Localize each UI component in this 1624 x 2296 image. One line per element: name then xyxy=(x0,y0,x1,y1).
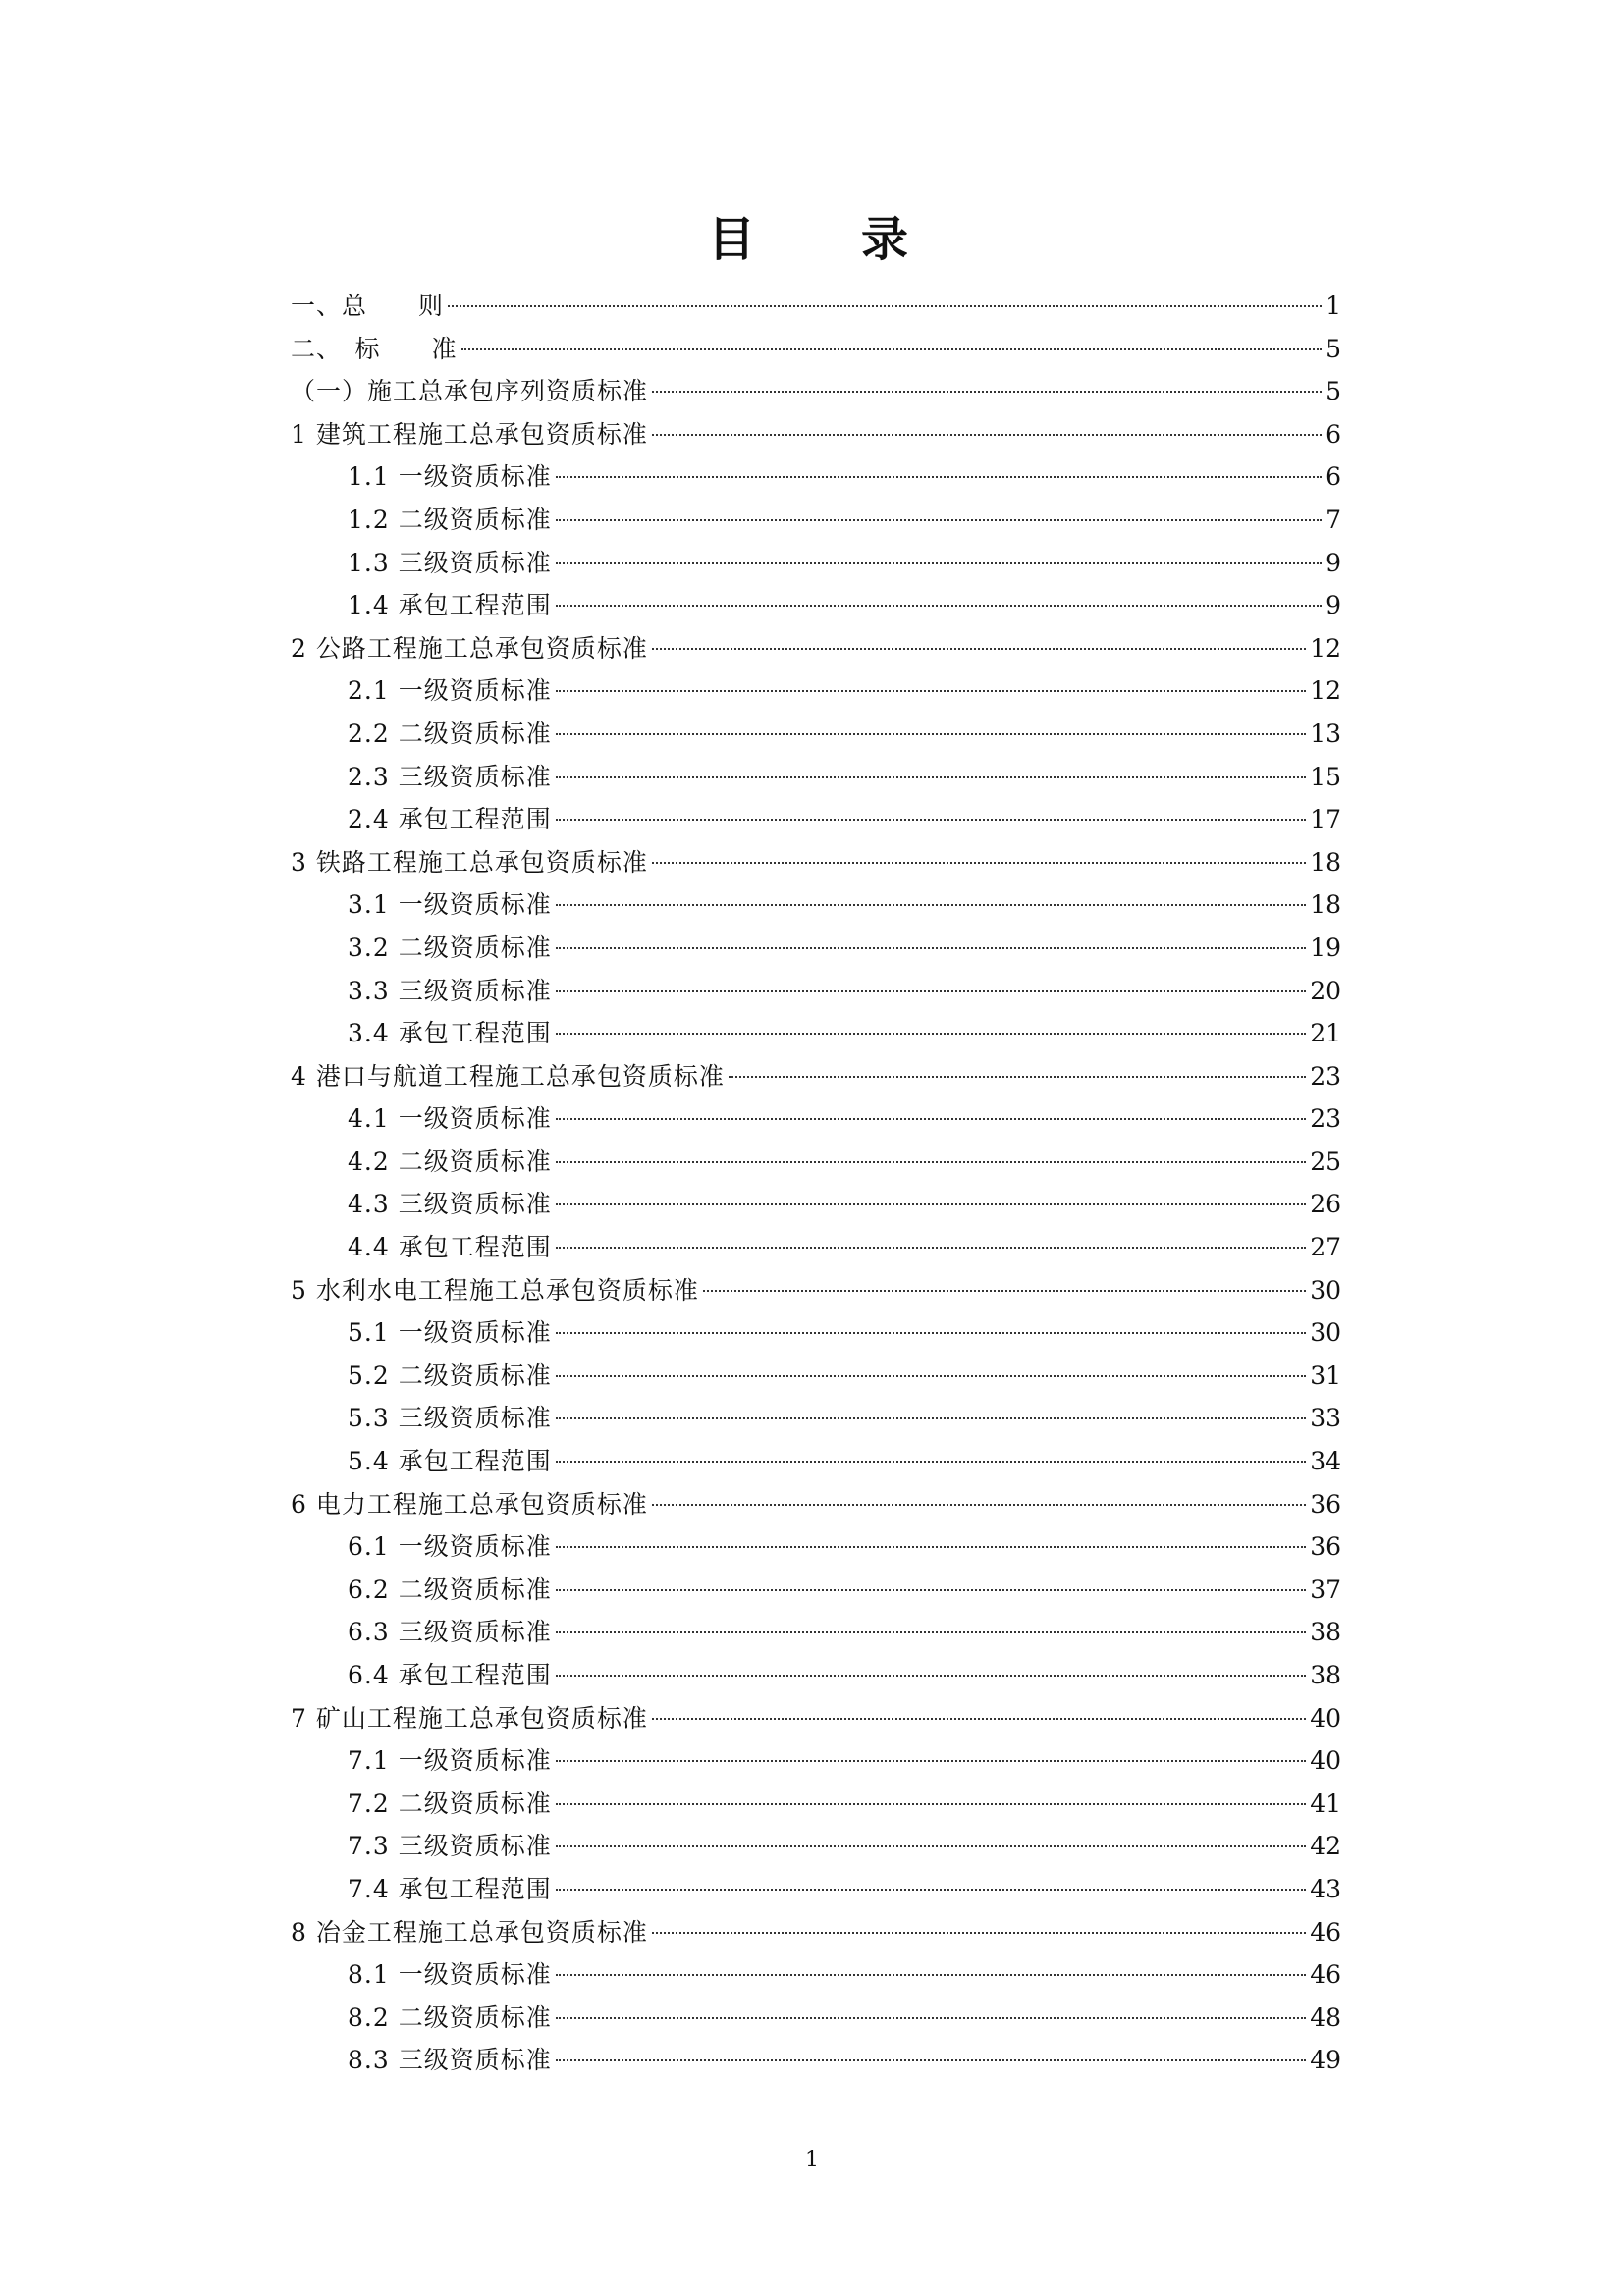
toc-entry-text: 4.2 二级资质标准 xyxy=(348,1147,552,1176)
toc-dot-leader xyxy=(556,1203,1306,1205)
toc-entry-text: 3 铁路工程施工总承包资质标准 xyxy=(291,847,648,877)
toc-page-number: 42 xyxy=(1310,1832,1341,1861)
toc-dot-leader xyxy=(556,1033,1306,1035)
toc-dot-leader xyxy=(556,1332,1306,1334)
toc-entry-subsection[interactable] xyxy=(291,1997,1341,2040)
toc-entry-text: 5.4 承包工程范围 xyxy=(348,1447,552,1476)
toc-entry-section[interactable] xyxy=(291,285,1341,328)
toc-dot-leader xyxy=(556,2059,1306,2061)
toc-entry-text: 1.2 二级资质标准 xyxy=(348,505,552,534)
toc-dot-leader xyxy=(556,2017,1306,2019)
toc-entry-text: 2.1 一级资质标准 xyxy=(348,676,552,706)
toc-dot-leader xyxy=(556,1247,1306,1249)
toc-dot-leader xyxy=(556,690,1306,692)
toc-entry-subsection[interactable] xyxy=(291,1012,1341,1055)
toc-page-number: 41 xyxy=(1310,1789,1341,1818)
toc-entry-text: 2 公路工程施工总承包资质标准 xyxy=(291,633,648,663)
toc-dot-leader xyxy=(652,1718,1306,1720)
toc-dot-leader xyxy=(652,1504,1306,1506)
toc-entry-subsection[interactable] xyxy=(291,756,1341,799)
toc-page-number: 40 xyxy=(1310,1703,1341,1733)
toc-page-number: 38 xyxy=(1310,1661,1341,1689)
toc-dot-leader xyxy=(556,904,1306,906)
toc-page-number: 33 xyxy=(1310,1404,1341,1433)
toc-page-number: 5 xyxy=(1326,377,1341,406)
toc-page-number: 40 xyxy=(1310,1746,1341,1776)
toc-entry-text: 3.2 二级资质标准 xyxy=(348,933,552,962)
toc-dot-leader xyxy=(652,1932,1306,1934)
toc-entry-subsection[interactable] xyxy=(291,1783,1341,1826)
toc-entry-subsection[interactable] xyxy=(291,1355,1341,1398)
toc-entry-subsection[interactable] xyxy=(291,798,1341,841)
toc-entry-subsection[interactable] xyxy=(291,1397,1341,1440)
toc-page-number: 31 xyxy=(1310,1361,1341,1390)
toc-entry-subsection[interactable] xyxy=(291,1868,1341,1911)
toc-entry-subsection[interactable] xyxy=(291,1440,1341,1483)
toc-dot-leader xyxy=(556,605,1322,607)
toc-page-number: 9 xyxy=(1326,591,1341,620)
toc-entry-text: 1 建筑工程施工总承包资质标准 xyxy=(291,419,648,449)
toc-entry-section[interactable] xyxy=(291,627,1341,670)
page-title-char-1: 目 xyxy=(707,212,763,267)
toc-dot-leader xyxy=(703,1290,1306,1292)
toc-entry-section[interactable] xyxy=(291,1911,1341,1954)
toc-entry-text: 4 港口与航道工程施工总承包资质标准 xyxy=(291,1061,725,1091)
toc-dot-leader xyxy=(556,947,1306,949)
toc-dot-leader xyxy=(556,519,1322,521)
toc-dot-leader xyxy=(556,1803,1306,1805)
toc-entry-text: 1.4 承包工程范围 xyxy=(348,591,552,620)
toc-dot-leader xyxy=(556,1760,1306,1762)
toc-page-number: 1 xyxy=(1326,292,1341,320)
toc-page-number: 7 xyxy=(1326,505,1341,534)
toc-entry-text: 5 水利水电工程施工总承包资质标准 xyxy=(291,1275,699,1305)
toc-page-number: 6 xyxy=(1326,462,1341,492)
toc-page-number: 30 xyxy=(1310,1318,1341,1348)
toc-entry-subsection[interactable] xyxy=(291,927,1341,970)
toc-page-number: 23 xyxy=(1310,1061,1341,1091)
toc-entry-section[interactable] xyxy=(291,1483,1341,1526)
toc-page-number: 19 xyxy=(1310,933,1341,962)
toc-dot-leader xyxy=(729,1076,1306,1078)
toc-dot-leader xyxy=(448,305,1322,307)
toc-entry-text: 5.1 一级资质标准 xyxy=(348,1318,552,1348)
toc-entry-text: 3.3 三级资质标准 xyxy=(348,976,552,1005)
toc-entry-section[interactable] xyxy=(291,1697,1341,1740)
toc-entry-subsection[interactable] xyxy=(291,1525,1341,1569)
toc-page-number: 21 xyxy=(1310,1019,1341,1048)
toc-entry-section[interactable] xyxy=(291,328,1341,371)
toc-entry-subsection[interactable] xyxy=(291,1739,1341,1783)
toc-dot-leader xyxy=(556,1889,1306,1891)
toc-entry-text: （一）施工总承包序列资质标准 xyxy=(291,377,649,406)
toc-dot-leader xyxy=(556,819,1306,821)
toc-page-number: 18 xyxy=(1310,847,1341,877)
toc-dot-leader xyxy=(556,1589,1306,1591)
toc-page-number: 43 xyxy=(1310,1874,1341,1903)
toc-entry-text: 7.3 三级资质标准 xyxy=(348,1832,552,1861)
toc-entry-text: 6.1 一级资质标准 xyxy=(348,1532,552,1562)
toc-page-number: 6 xyxy=(1326,419,1341,449)
toc-page-number: 9 xyxy=(1326,548,1341,577)
toc-page-number: 48 xyxy=(1310,2002,1341,2032)
toc-dot-leader xyxy=(556,1417,1306,1419)
toc-entry-section[interactable] xyxy=(291,1269,1341,1312)
toc-entry-subsection[interactable] xyxy=(291,542,1341,585)
toc-page-number: 17 xyxy=(1310,805,1341,834)
toc-entry-text: 5.2 二级资质标准 xyxy=(348,1361,552,1390)
toc-entry-subsection[interactable] xyxy=(291,1825,1341,1868)
toc-entry-text: 6.4 承包工程范围 xyxy=(348,1661,552,1689)
toc-dot-leader xyxy=(556,1675,1306,1677)
toc-page-number: 36 xyxy=(1310,1532,1341,1562)
toc-page-number: 5 xyxy=(1326,334,1341,363)
toc-entry-subsection[interactable] xyxy=(291,1311,1341,1355)
toc-dot-leader xyxy=(556,1974,1306,1976)
toc-entry-section[interactable] xyxy=(291,413,1341,456)
toc-dot-leader xyxy=(556,1161,1306,1163)
toc-entry-subsection[interactable] xyxy=(291,970,1341,1013)
page-footer-number: 1 xyxy=(805,2148,819,2172)
toc-entry-text: 1.1 一级资质标准 xyxy=(348,462,552,492)
toc-entry-subsection[interactable] xyxy=(291,713,1341,756)
toc-dot-leader xyxy=(556,1375,1306,1377)
toc-entry-subsection[interactable] xyxy=(291,1226,1341,1269)
toc-page-number: 23 xyxy=(1310,1104,1341,1134)
toc-entry-text: 7.2 二级资质标准 xyxy=(348,1789,552,1818)
toc-dot-leader xyxy=(556,990,1306,992)
toc-entry-text: 8.1 一级资质标准 xyxy=(348,1960,552,1990)
toc-entry-subsection[interactable] xyxy=(291,499,1341,542)
toc-entry-subsection[interactable] xyxy=(291,584,1341,627)
toc-entry-subsection[interactable] xyxy=(291,1654,1341,1697)
toc-entry-section[interactable] xyxy=(291,370,1341,413)
toc-entry-text: 7.1 一级资质标准 xyxy=(348,1746,552,1776)
toc-dot-leader xyxy=(556,1546,1306,1548)
toc-entry-text: 二、 标 准 xyxy=(291,334,458,363)
toc-dot-leader xyxy=(556,1118,1306,1120)
toc-entry-text: 1.3 三级资质标准 xyxy=(348,548,552,577)
toc-entry-subsection[interactable] xyxy=(291,669,1341,713)
toc-dot-leader xyxy=(556,776,1306,778)
toc-entry-text: 7 矿山工程施工总承包资质标准 xyxy=(291,1703,648,1733)
toc-entry-section[interactable] xyxy=(291,841,1341,884)
toc-page-number: 46 xyxy=(1310,1960,1341,1990)
toc-entry-text: 2.3 三级资质标准 xyxy=(348,762,552,791)
toc-page-number: 46 xyxy=(1310,1917,1341,1947)
toc-entry-text: 8.2 二级资质标准 xyxy=(348,2002,552,2032)
toc-page-number: 34 xyxy=(1310,1447,1341,1476)
toc-entry-subsection[interactable] xyxy=(291,455,1341,499)
toc-page-number: 36 xyxy=(1310,1489,1341,1519)
toc-entry-subsection[interactable] xyxy=(291,1183,1341,1226)
toc-page-number: 25 xyxy=(1310,1147,1341,1176)
toc-entry-text: 4.4 承包工程范围 xyxy=(348,1233,552,1262)
toc-entry-subsection[interactable] xyxy=(291,883,1341,927)
toc-entry-text: 2.4 承包工程范围 xyxy=(348,805,552,834)
toc-dot-leader xyxy=(556,733,1306,735)
toc-dot-leader xyxy=(652,391,1322,393)
toc-entry-subsection[interactable] xyxy=(291,1953,1341,1997)
toc-entry-text: 8 冶金工程施工总承包资质标准 xyxy=(291,1917,648,1947)
table-of-contents xyxy=(291,285,1341,2082)
toc-entry-text: 5.3 三级资质标准 xyxy=(348,1404,552,1433)
toc-page-number: 30 xyxy=(1310,1275,1341,1305)
toc-page-number: 18 xyxy=(1310,890,1341,920)
toc-page-number: 12 xyxy=(1310,633,1341,663)
toc-entry-text: 6.3 三级资质标准 xyxy=(348,1618,552,1647)
toc-page-number: 37 xyxy=(1310,1575,1341,1604)
toc-entry-text: 6 电力工程施工总承包资质标准 xyxy=(291,1489,648,1519)
toc-dot-leader xyxy=(652,648,1306,650)
toc-page-number: 13 xyxy=(1310,719,1341,748)
toc-entry-subsection[interactable] xyxy=(291,1569,1341,1612)
toc-page-number: 27 xyxy=(1310,1233,1341,1262)
toc-dot-leader xyxy=(556,562,1322,564)
toc-dot-leader xyxy=(556,1461,1306,1463)
toc-entry-section[interactable] xyxy=(291,1055,1341,1098)
toc-entry-subsection[interactable] xyxy=(291,2039,1341,2082)
toc-dot-leader xyxy=(652,434,1322,436)
toc-page-number: 49 xyxy=(1310,2046,1341,2075)
toc-dot-leader xyxy=(556,1631,1306,1633)
toc-entry-text: 3.1 一级资质标准 xyxy=(348,890,552,920)
toc-page-number: 20 xyxy=(1310,976,1341,1005)
toc-entry-text: 4.1 一级资质标准 xyxy=(348,1104,552,1134)
toc-dot-leader xyxy=(461,348,1323,350)
toc-entry-text: 2.2 二级资质标准 xyxy=(348,719,552,748)
toc-page-number: 26 xyxy=(1310,1190,1341,1219)
toc-entry-subsection[interactable] xyxy=(291,1097,1341,1141)
page-title xyxy=(0,210,1624,269)
toc-dot-leader xyxy=(652,862,1306,864)
toc-entry-text: 3.4 承包工程范围 xyxy=(348,1019,552,1048)
toc-page-number: 15 xyxy=(1310,762,1341,791)
toc-entry-text: 6.2 二级资质标准 xyxy=(348,1575,552,1604)
toc-entry-text: 8.3 三级资质标准 xyxy=(348,2046,552,2075)
page-title-char-2: 录 xyxy=(861,212,917,267)
toc-entry-subsection[interactable] xyxy=(291,1141,1341,1184)
toc-dot-leader xyxy=(556,476,1322,478)
toc-dot-leader xyxy=(556,1845,1306,1847)
toc-page-number: 12 xyxy=(1310,676,1341,706)
toc-entry-text: 4.3 三级资质标准 xyxy=(348,1190,552,1219)
toc-page-number: 38 xyxy=(1310,1618,1341,1647)
toc-entry-text: 7.4 承包工程范围 xyxy=(348,1874,552,1903)
toc-entry-subsection[interactable] xyxy=(291,1611,1341,1654)
toc-entry-text: 一、总 则 xyxy=(291,292,445,320)
